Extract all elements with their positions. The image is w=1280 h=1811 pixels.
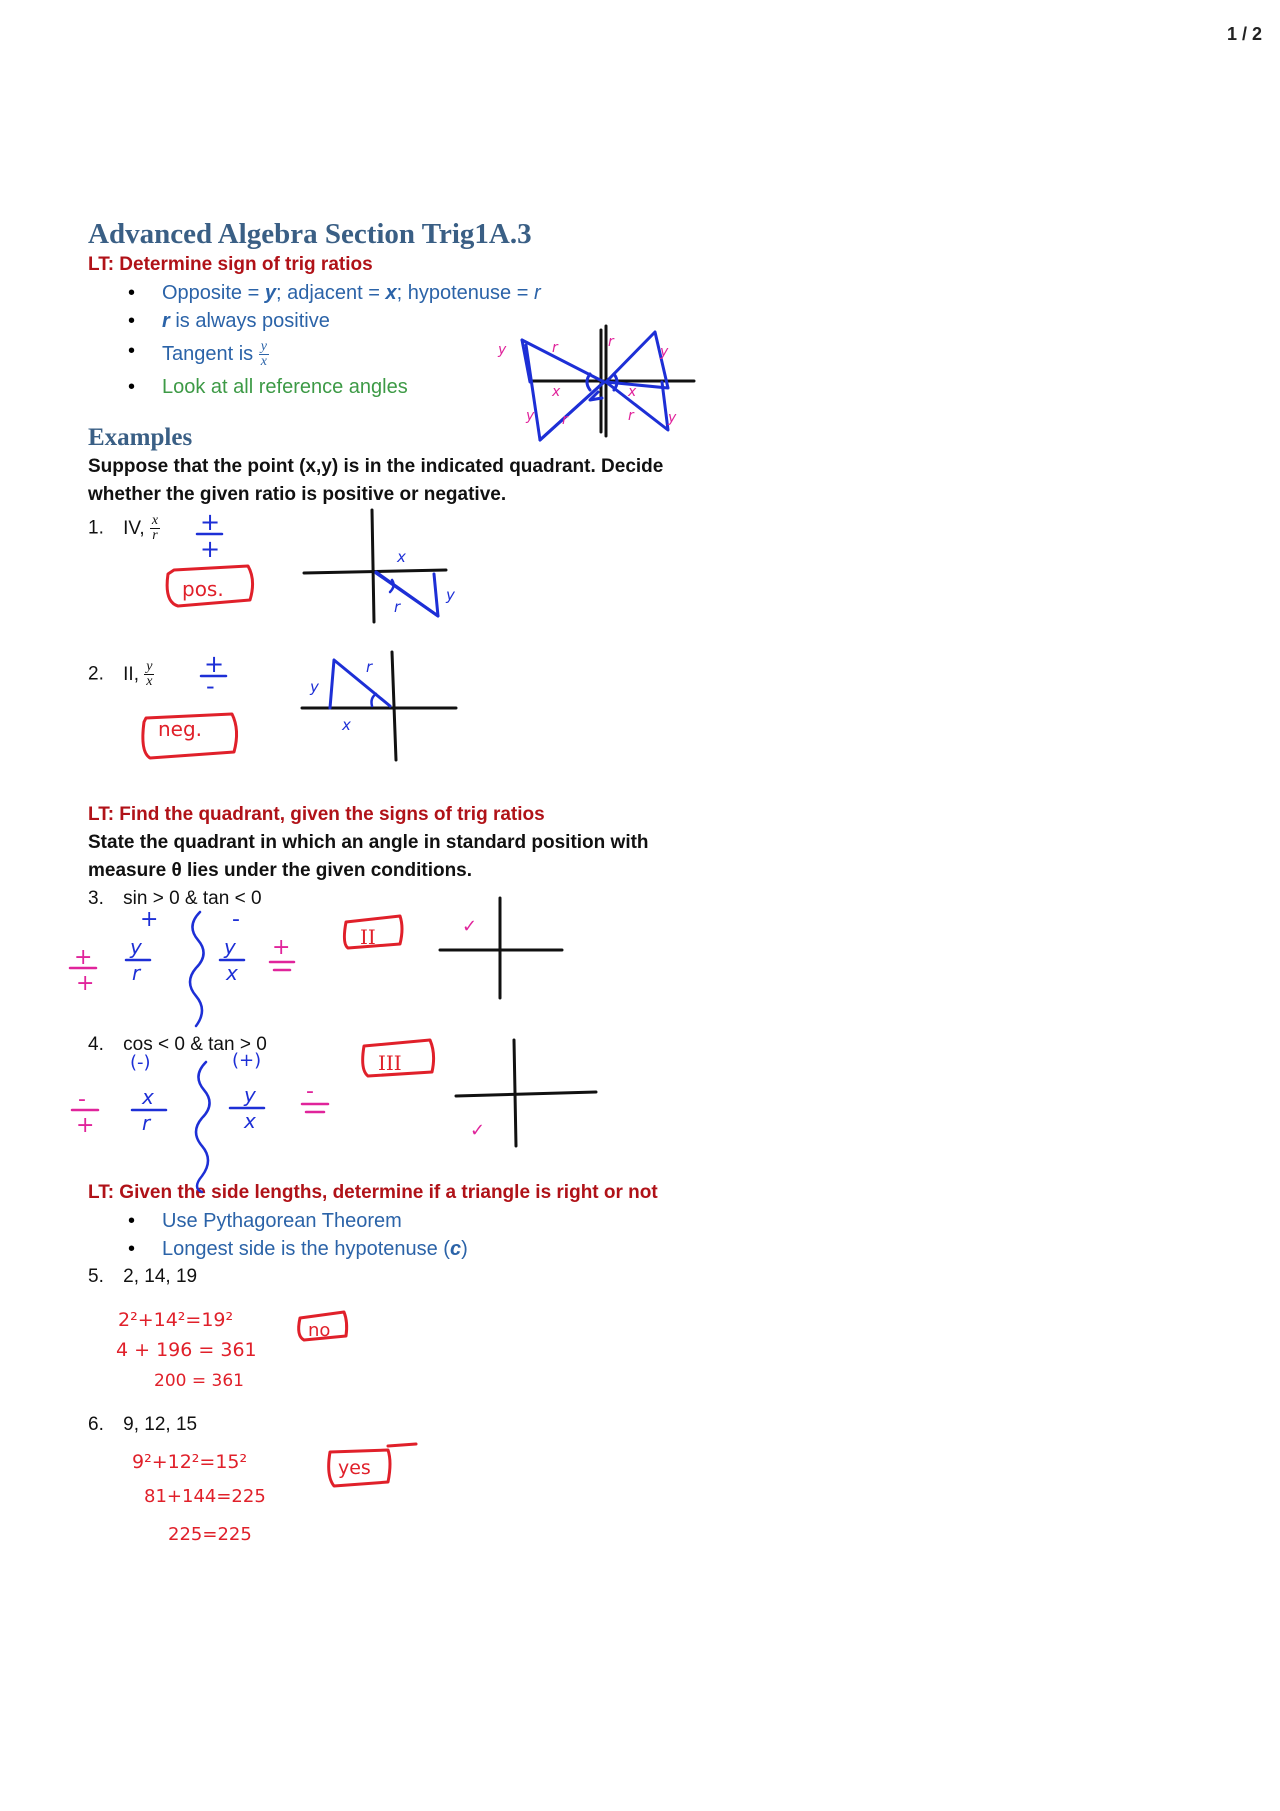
tri-label-y: y: [498, 342, 507, 358]
p3-sign-top: +: [74, 945, 93, 970]
tri-label-x: x: [552, 384, 561, 400]
problem-1-num: x: [151, 513, 159, 528]
p1-ink: [167, 508, 456, 622]
p4-frac1-num: x: [142, 1085, 154, 1109]
examples-instruction-2: whether the given ratio is positive or negative.: [88, 484, 507, 505]
problem-1-den: r: [152, 528, 158, 543]
p4-frac2-num: y: [244, 1083, 256, 1107]
p2-sign-bottom: -: [206, 672, 215, 700]
p6-answer: yes: [338, 1457, 371, 1479]
p1-label-x: x: [397, 548, 406, 566]
p3-over-1: +: [140, 907, 159, 932]
b1-pre: Opposite =: [162, 282, 265, 304]
problem-2-quadrant: II,: [123, 663, 139, 685]
p2-label-y: y: [310, 678, 319, 696]
p3-ink: [70, 898, 562, 1026]
tri-label-r: r: [628, 408, 634, 424]
bullet-dot: •: [128, 376, 136, 398]
lt3-b2-pre: Longest side is the hypotenuse (: [162, 1238, 450, 1260]
p5-ink: [116, 1309, 347, 1391]
bullet-dot: •: [128, 340, 136, 362]
p1-sign-top: +: [200, 508, 221, 536]
p3-frac1-den: r: [132, 961, 141, 985]
b1-r: r: [533, 282, 541, 304]
p3-frac2-num: y: [224, 935, 236, 959]
b3-text: Tangent is: [162, 342, 259, 365]
p2-answer: neg.: [158, 717, 203, 741]
lt2-instruction-2: measure θ lies under the given conditions.: [88, 860, 473, 881]
b3-den: x: [260, 354, 267, 369]
p3-frac1-num: y: [130, 935, 142, 959]
p4-frac2-den: x: [244, 1109, 256, 1133]
p4-over-2: (+): [232, 1050, 262, 1071]
p1-answer: pos.: [182, 577, 224, 601]
p2-ink: [143, 650, 456, 760]
examples-instruction-1: Suppose that the point (x,y) is in the indicated quadrant. Decide: [88, 456, 664, 477]
p4-check: ✓: [470, 1120, 486, 1141]
tri-label-r: r: [552, 340, 558, 356]
tri-label-r: r: [562, 412, 568, 428]
p4-sign-bottom: +: [76, 1113, 95, 1138]
p6-work-2: 81+144=225: [144, 1486, 266, 1507]
problem-5-number: 5.: [88, 1266, 104, 1287]
page-number: 1 / 2: [1226, 24, 1262, 44]
lt3-b2-post: ): [461, 1238, 468, 1260]
p3-check: ✓: [462, 916, 478, 937]
problem-2-number: 2.: [88, 663, 104, 685]
tri-label-y: y: [526, 408, 535, 424]
problem-6-number: 6.: [88, 1414, 104, 1435]
bullet-dot: •: [128, 282, 136, 304]
p4-answer: III: [378, 1051, 402, 1075]
p5-work-2: 4 + 196 = 361: [116, 1339, 257, 1361]
lt2-instruction-1: State the quadrant in which an angle in standard position with: [88, 832, 649, 853]
tri-label-r: r: [608, 334, 614, 350]
p4-ink: [72, 1040, 596, 1192]
lt-heading-2: LT: Find the quadrant, given the signs of trig ratios: [88, 804, 545, 825]
p1-label-r: r: [394, 598, 401, 616]
p3-over-2: -: [232, 907, 240, 932]
p3-answer: II: [360, 925, 376, 949]
p4-frac1-den: r: [142, 1111, 151, 1135]
p2-label-r: r: [366, 658, 373, 676]
problem-4-condition: cos < 0 & tan > 0: [123, 1034, 267, 1055]
p6-work-1: 9²+12²=15²: [132, 1451, 248, 1473]
b4-text: Look at all reference angles: [162, 376, 408, 398]
p1-label-y: y: [446, 586, 455, 604]
p3-sign-bottom: +: [76, 971, 95, 996]
tri-label-x: x: [628, 384, 637, 400]
b1-mid1: ; adjacent =: [275, 282, 386, 304]
problem-5-sides: 2, 14, 19: [123, 1266, 198, 1287]
p1-sign-bottom: +: [200, 535, 221, 563]
problem-3-number: 3.: [88, 888, 104, 909]
p5-work-3: 200 = 361: [154, 1371, 244, 1391]
problem-6-sides: 9, 12, 15: [123, 1414, 198, 1435]
tri-label-y: y: [660, 344, 669, 360]
b1-x: x: [385, 282, 397, 304]
bullet-dot: •: [128, 1238, 136, 1260]
p5-work-1: 2²+14²=19²: [118, 1309, 234, 1331]
p6-ink: [132, 1444, 416, 1545]
p5-answer: no: [308, 1320, 331, 1341]
p4-result: -: [306, 1079, 314, 1104]
p3-result: +: [272, 935, 291, 960]
tri-label-y: y: [668, 410, 677, 426]
page-title: Advanced Algebra Section Trig1A.3: [88, 218, 532, 250]
bullet-dot: •: [128, 1210, 136, 1232]
problem-2-den: x: [146, 674, 153, 689]
p4-over-1: (-): [130, 1052, 151, 1073]
problem-3-condition: sin > 0 & tan < 0: [123, 888, 262, 909]
p2-label-x: x: [342, 716, 351, 734]
lt3-b2-c: c: [449, 1238, 462, 1260]
lt-heading-3: LT: Given the side lengths, determine if a triangle is right or not: [88, 1182, 658, 1203]
problem-4-number: 4.: [88, 1034, 104, 1055]
b1-mid2: ; hypotenuse =: [396, 282, 534, 304]
p3-frac2-den: x: [226, 961, 238, 985]
b3-num: y: [260, 339, 267, 354]
problem-1-number: 1.: [88, 517, 104, 539]
p2-sign-top: +: [204, 650, 225, 678]
b2-text: is always positive: [169, 310, 330, 332]
problem-2-num: y: [146, 659, 153, 674]
b1-y: y: [264, 282, 276, 304]
p4-sign-top: -: [78, 1087, 86, 1112]
b2-r: r: [162, 310, 170, 332]
p6-work-3: 225=225: [168, 1524, 252, 1545]
examples-heading: Examples: [88, 424, 193, 451]
lt-heading-1: LT: Determine sign of trig ratios: [88, 254, 373, 275]
problem-1-quadrant: IV,: [123, 517, 145, 539]
bullet-dot: •: [128, 310, 136, 332]
lt3-b1: Use Pythagorean Theorem: [162, 1210, 402, 1232]
